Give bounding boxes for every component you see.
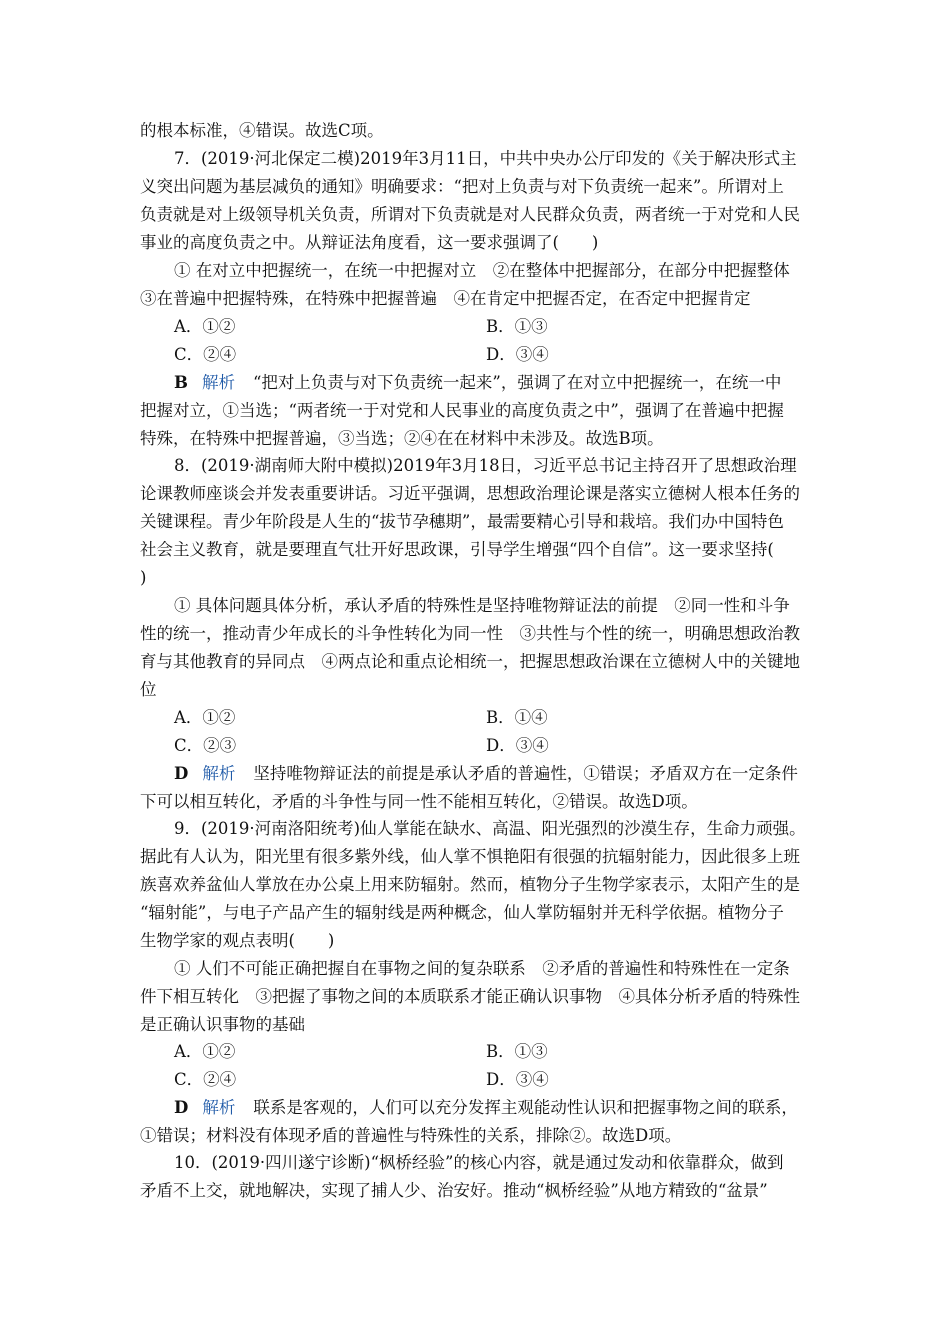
intro-line: 的根本标准，④错误。故选C项。 (140, 121, 384, 140)
q7-stem-line: 义突出问题为基层减负的通知》明确要求：“把对上负责与对下负责统一起来”。所谓对上 (140, 177, 784, 196)
intro-text-block (140, 117, 820, 145)
q8-stem-line: 论课教师座谈会并发表重要讲话。习近平强调，思想政治理论课是落实立德树人根本任务的 (140, 484, 800, 503)
q8-analysis-text: 坚持唯物辩证法的前提是承认矛盾的普遍性，①错误；矛盾双方在一定条件 (253, 764, 798, 783)
q7-option-c: C．②④ (174, 345, 237, 364)
q10-stem-line: 10．(2019·四川遂宁诊断)“枫桥经验”的核心内容，就是通过发动和依靠群众，做到 (174, 1153, 784, 1172)
question-10-stem (140, 1149, 820, 1205)
q7-option-a: A．①② (174, 317, 236, 336)
q9-answer-letter: D (174, 1098, 189, 1117)
q8-analysis (140, 760, 820, 816)
q7-analysis-tag: 解析 (201, 373, 235, 392)
q9-option-c: C．②④ (174, 1070, 237, 1089)
q9-analysis-line: ①错误；材料没有体现矛盾的普遍性与特殊性的关系，排除②。故选D项。 (140, 1126, 682, 1145)
question-9-statements (140, 955, 820, 1039)
q10-stem-line: 矛盾不上交，就地解决，实现了捕人少、治安好。推动“枫桥经验”从地方精致的“盆景” (140, 1181, 768, 1200)
q7-analysis-text: “把对上负责与对下负责统一起来”，强调了在对立中把握统一，在统一中 (252, 373, 782, 392)
q7-option-d: D．③④ (486, 345, 549, 364)
question-7-statements (140, 257, 820, 313)
q8-analysis-tag: 解析 (202, 764, 236, 783)
q9-stem-line: 9．(2019·河南洛阳统考)仙人掌能在缺水、高温、阳光强烈的沙漠生存，生命力顽强。 (174, 819, 806, 838)
q8-stem-line: 社会主义教育，就是要理直气壮开好思政课，引导学生增强“四个自信”。这一要求坚持( (140, 540, 774, 559)
q8-analysis-line: 下可以相互转化，矛盾的斗争性与同一性不能相互转化，②错误。故选D项。 (140, 792, 698, 811)
q7-stem-line: 7．(2019·河北保定二模)2019年3月11日，中共中央办公厅印发的《关于解决形式主 (174, 149, 797, 168)
q8-stem-line: 关键课程。青少年阶段是人生的“拔节孕穗期”，最需要精心引导和栽培。我们办中国特色 (140, 512, 784, 531)
q7-analysis-line: 特殊，在特殊中把握普遍，③当选；②④在在材料中未涉及。故选B项。 (140, 429, 664, 448)
q9-option-b: B．①③ (486, 1042, 548, 1061)
q8-stem-line: ) (140, 568, 147, 587)
q8-option-b: B．①④ (486, 708, 548, 727)
q7-analysis-line: 把握对立，①当选；“两者统一于对党和人民事业的高度负责之中”，强调了在普遍中把握 (140, 401, 784, 420)
q9-analysis (140, 1094, 820, 1150)
q8-option-c: C．②③ (174, 736, 237, 755)
q9-option-d: D．③④ (486, 1070, 549, 1089)
q9-statement-line: ① 人们不可能正确把握自在事物之间的复杂联系 ②矛盾的普遍性和特殊性在一定条 (174, 959, 790, 978)
q8-option-a: A．①② (174, 708, 236, 727)
q7-stem-line: 事业的高度负责之中。从辩证法角度看，这一要求强调了( ) (140, 233, 599, 252)
q9-stem-line: 生物学家的观点表明( ) (140, 931, 335, 950)
q8-statement-line: 位 (140, 680, 157, 699)
question-9-stem (140, 815, 820, 955)
q8-answer-letter: D (174, 764, 189, 783)
q9-stem-line: 族喜欢养盆仙人掌放在办公桌上用来防辐射。然而，植物分子生物学家表示，太阳产生的是 (140, 875, 800, 894)
q8-statement-line: 育与其他教育的异同点 ④两点论和重点论相统一，把握思想政治课在立德树人中的关键地 (140, 652, 800, 671)
q8-statement-line: 性的统一，推动青少年成长的斗争性转化为同一性 ③共性与个性的统一，明确思想政治教 (140, 624, 800, 643)
q8-stem-line: 8．(2019·湖南师大附中模拟)2019年3月18日，习近平总书记主持召开了思想政治理 (174, 456, 797, 475)
q9-option-a: A．①② (174, 1042, 236, 1061)
q8-option-d: D．③④ (486, 736, 549, 755)
q7-statement-line: ③在普遍中把握特殊，在特殊中把握普遍 ④在肯定中把握否定，在否定中把握肯定 (140, 289, 751, 308)
question-7-stem (140, 145, 820, 257)
q8-analysis-first-line (140, 760, 820, 788)
question-8-statements (140, 592, 820, 704)
q7-answer-letter: B (174, 373, 188, 392)
q9-analysis-tag: 解析 (202, 1098, 236, 1117)
q8-statement-line: ① 具体问题具体分析，承认矛盾的特殊性是坚持唯物辩证法的前提 ②同一性和斗争 (174, 596, 790, 615)
q9-stem-line: 据此有人认为，阳光里有很多紫外线，仙人掌不惧艳阳有很强的抗辐射能力，因此很多上班 (140, 847, 800, 866)
q7-analysis (140, 369, 820, 453)
q9-statement-line: 是正确认识事物的基础 (140, 1015, 305, 1034)
q7-analysis-first-line (140, 369, 820, 397)
q7-option-b: B．①③ (486, 317, 548, 336)
q9-statement-line: 件下相互转化 ③把握了事物之间的本质联系才能正确认识事物 ④具体分析矛盾的特殊性 (140, 987, 800, 1006)
question-8-stem (140, 452, 820, 592)
q7-statement-line: ① 在对立中把握统一，在统一中把握对立 ②在整体中把握部分，在部分中把握整体 (174, 261, 790, 280)
q9-analysis-text: 联系是客观的，人们可以充分发挥主观能动性认识和把握事物之间的联系， (253, 1098, 798, 1117)
q9-analysis-first-line (140, 1094, 820, 1122)
q7-stem-line: 负责就是对上级领导机关负责，所谓对下负责就是对人民群众负责，两者统一于对党和人民 (140, 205, 800, 224)
q9-stem-line: “辐射能”，与电子产品产生的辐射线是两种概念，仙人掌防辐射并无科学依据。植物分子 (140, 903, 784, 922)
